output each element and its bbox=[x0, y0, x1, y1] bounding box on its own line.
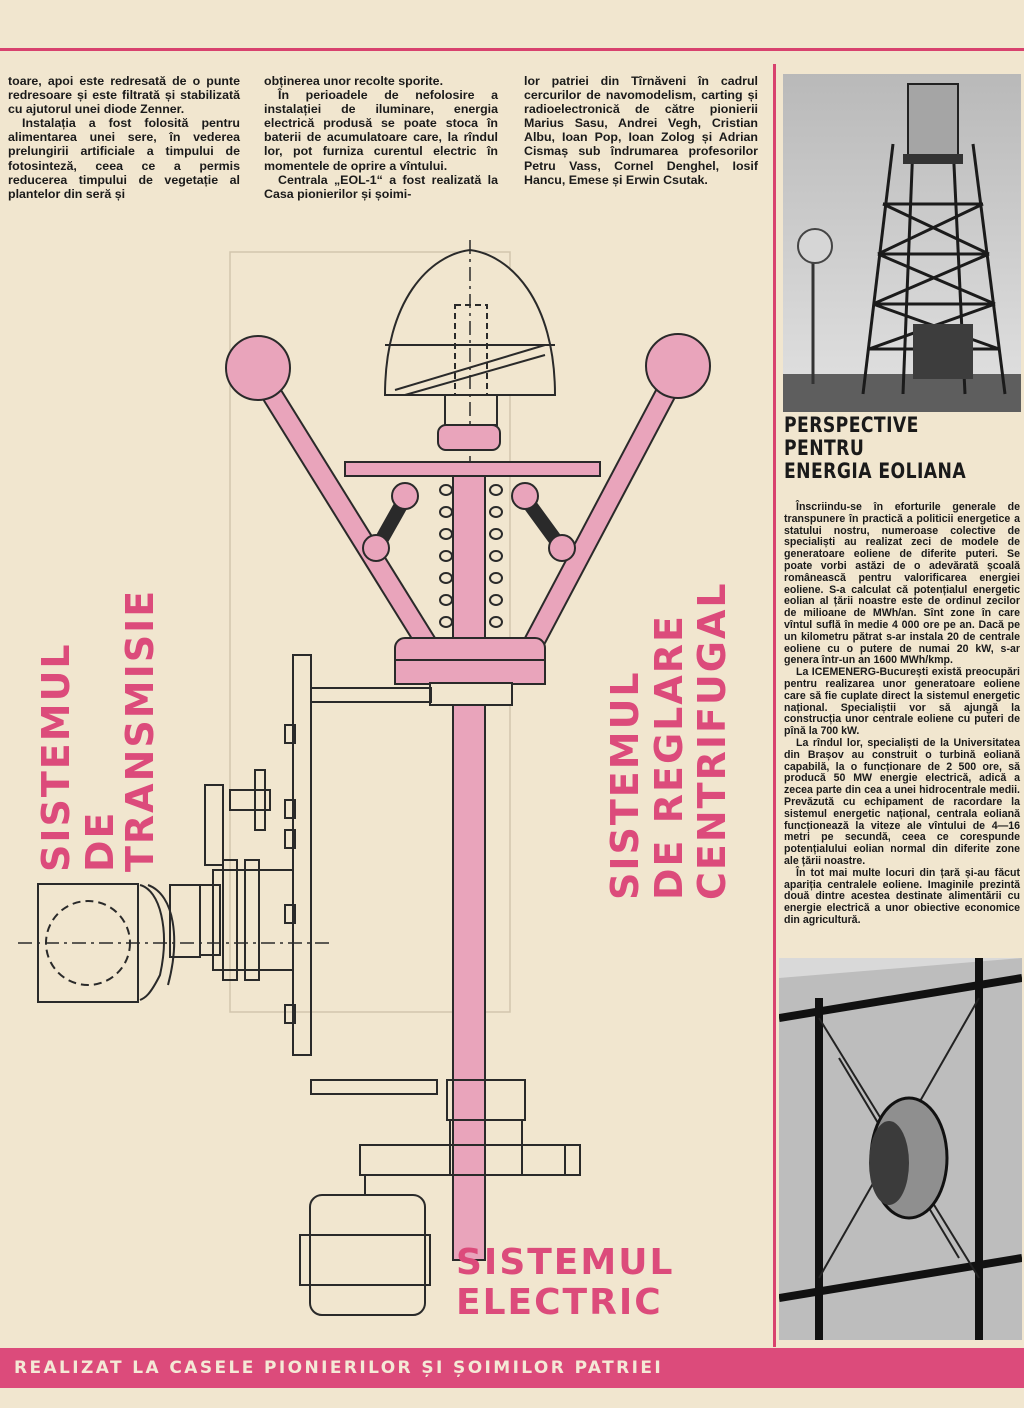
label-transmission-system: SISTEMUL bbox=[34, 642, 78, 872]
paragraph: lor patriei din Tîrnăveni în cadrul cercurilor de navomodelism, carting și radioelectronică de către pionierii Marius Sasu, Andrei Vegh, Cristian Albu, Ioan Pop, Ioan Zolog și Adrian Cismaș sub îndrumarea profesorilor Petru Vass, Cornel Denghel, Iosif Hancu, Emese și Erwin Csutak. bbox=[524, 74, 758, 187]
wind-rotor-photo bbox=[779, 958, 1022, 1340]
paragraph: Instalația a fost folosită pentru alimentarea unei sere, în vederea prelungirii artificiale a timpului de fotosinteză, ceea ce a permis reducerea timpului de vegetație al plantelor din seră și bbox=[8, 116, 240, 201]
paragraph: La rîndul lor, specialiști de la Universitatea din Brașov au construit o turbină eoliană capabilă, la o funcționare de 2 500 ore, să producă 50 MW energie electrică, adică a zecea parte din cea a unei hidrocentrale medii. Prevăzută cu echipament de racordare la sistemul energetic național, centrala eoliană funcționează la viteze ale vîntului de 4—16 metri pe secundă, ceea ce corespunde potențialului eolian normal din diferite zone ale țării noastre. bbox=[784, 736, 1020, 867]
label-electric-system: ELECTRIC bbox=[456, 1282, 663, 1323]
label-electric-system: SISTEMUL bbox=[456, 1242, 675, 1283]
label-transmission-system: DE bbox=[78, 810, 122, 872]
label-centrifugal-system: CENTRIFUGAL bbox=[690, 581, 734, 900]
label-centrifugal-system: DE REGLARE bbox=[647, 614, 691, 900]
sidebar-headline bbox=[784, 414, 978, 483]
paragraph: Înscriindu-se în eforturile generale de transpunere în practică a politicii energetice a statului nostru, numeroase colective de specialiști au realizat zeci de modele de generatoare eoliene de diferite puteri. Se poate vorbi astăzi de o adevărată școală românească pentru valorificarea energiei eoliene. S-a calculat că potențialul energetic eolian al țării noastre este de ordinul zecilor de milioane de MWh/an. Sînt zone în care vîntul suflă în medie 4 000 ore pe an. Dacă pe un kilometru pătrat s-ar instala 20 de centrale eoliene cu o putere de numai 20 kW, s-ar genera într-un an 1600 MWh/kmp. bbox=[784, 501, 1020, 667]
label-transmission-system: TRANSMISIE bbox=[118, 588, 162, 872]
paragraph: La ICEMENERG-București există preocupări pentru realizarea unor generatoare eoliene care să fie cuplate direct la sistemul energetic național. Specialiștii vor să ajungă la construcția unor centrale eoliene cu puteri de pînă la 700 kW. bbox=[784, 666, 1020, 738]
column-divider bbox=[773, 64, 776, 1347]
text-column-1 bbox=[8, 74, 240, 201]
label-centrifugal-system: SISTEMUL bbox=[603, 670, 647, 900]
text-column-2 bbox=[264, 74, 498, 201]
wind-tower-photo bbox=[783, 74, 1021, 412]
paragraph: În tot mai multe locuri din țară și-au făcut apariția centralele eoliene. Imaginile prezintă două dintre acestea destinate alimentării cu energie electrică a unor obiective economice din agricultură. bbox=[784, 866, 1020, 926]
footer-banner: REALIZAT LA CASELE PIONIERILOR ȘI ȘOIMILOR PATRIEI bbox=[0, 1348, 1024, 1388]
headline-line: PERSPECTIVE bbox=[784, 413, 919, 437]
paragraph: În perioadele de nefolosire a instalației de iluminare, energia electrică produsă se poate stoca în baterii de acumulatoare care, la rîndul lor, pot furniza curentul electric în momentele de oprire a vîntului. bbox=[264, 88, 498, 173]
headline-line: ENERGIA EOLIANA bbox=[784, 459, 967, 483]
sidebar-article bbox=[784, 502, 1020, 927]
text-column-3 bbox=[524, 74, 758, 187]
paragraph: toare, apoi este redresată de o punte redresoare și este filtrată și stabilizată cu ajutorul unei diode Zenner. bbox=[8, 74, 240, 117]
paragraph: Centrala „EOL-1“ a fost realizată la Casa pionierilor și șoimi- bbox=[264, 172, 498, 201]
paragraph: obținerea unor recolte sporite. bbox=[264, 74, 444, 88]
headline-line: PENTRU bbox=[784, 436, 865, 460]
top-rule bbox=[0, 48, 1024, 51]
